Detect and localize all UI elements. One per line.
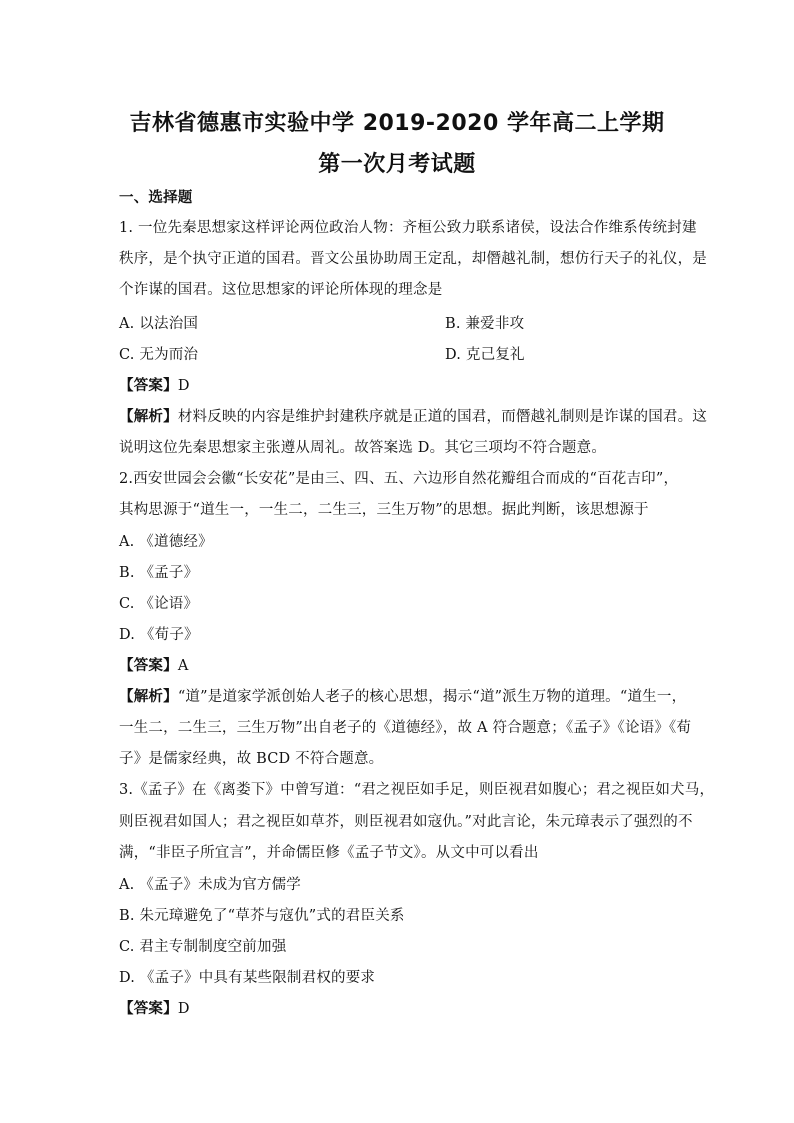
q1-analysis-line2: 说明这位先秦思想家主张遵从周礼。故答案选 D。其它三项均不符合题意。 [119, 440, 607, 456]
q1-option-b: B. 兼爱非攻 [445, 316, 525, 332]
q2-option-c: C. 《论语》 [119, 596, 199, 612]
doc-title-line2: 第一次月考试题 [318, 152, 476, 177]
answer-value: D [177, 1001, 190, 1017]
q1-option-c: C. 无为而治 [119, 347, 199, 363]
analysis-tag: 【解析】 [119, 689, 178, 705]
q2-option-b: B. 《孟子》 [119, 565, 199, 581]
q3-answer [119, 997, 190, 1018]
q2-answer [119, 654, 188, 675]
q2-analysis-line1 [119, 685, 687, 706]
q3-option-c: C. 君主专制制度空前加强 [119, 939, 287, 955]
analysis-text: 材料反映的内容是维护封建秩序就是正道的国君，而僭越礼制则是诈谋的国君。这 [177, 409, 708, 425]
answer-value: A [177, 658, 189, 674]
q1-stem-line3: 个诈谋的国君。这位思想家的评论所体现的理念是 [119, 282, 443, 298]
answer-tag: 【答案】 [119, 1001, 178, 1017]
q1-option-d: D. 克己复礼 [445, 347, 525, 363]
doc-title-line1: 吉林省德惠市实验中学 2019-2020 学年高二上学期 [129, 111, 665, 136]
q3-stem-line2: 则臣视君如国人；君之视臣如草芥，则臣视君如寇仇。”对此言论，朱元璋表示了强烈的不 [119, 814, 693, 830]
q3-stem-line1: 3.《孟子》在《离娄下》中曾写道：“君之视臣如手足，则臣视君如腹心；君之视臣如犬马， [119, 782, 715, 798]
answer-tag: 【答案】 [119, 378, 178, 394]
section-title: 一、选择题 [119, 190, 193, 206]
q3-option-d: D. 《孟子》中具有某些限制君权的要求 [119, 970, 376, 986]
q1-option-a: A. 以法治国 [119, 316, 199, 332]
q2-analysis-line3: 子》是儒家经典，故 BCD 不符合题意。 [119, 751, 384, 767]
q3-stem-line3: 满，“非臣子所宜言”，并命儒臣修《孟子节文》。从文中可以看出 [119, 845, 539, 861]
q2-option-a: A. 《道德经》 [119, 534, 213, 550]
q2-option-d: D. 《荀子》 [119, 627, 199, 643]
q1-stem-line2: 秩序，是个执守正道的国君。晋文公虽协助周王定乱，却僭越礼制，想仿行天子的礼仪，是 [119, 251, 707, 267]
q1-analysis-line1 [119, 405, 708, 426]
answer-value: D [177, 378, 190, 394]
q2-stem-line2: 其构思源于“道生一，一生二，二生三，三生万物”的思想。据此判断，该思想源于 [119, 502, 649, 518]
q3-option-a: A. 《孟子》未成为官方儒学 [119, 877, 301, 893]
analysis-text: “道”是道家学派创始人老子的核心思想，揭示“道”派生万物的道理。“道生一， [177, 689, 687, 705]
q2-analysis-line2: 一生二，二生三，三生万物”出自老子的《道德经》，故 A 符合题意；《孟子》《论语》《荀 [119, 720, 692, 736]
analysis-tag: 【解析】 [119, 409, 178, 425]
q1-answer [119, 374, 190, 395]
q3-option-b: B. 朱元璋避免了“草芥与寇仇”式的君臣关系 [119, 908, 405, 924]
q1-stem-line1: 1. 一位先秦思想家这样评论两位政治人物：齐桓公致力联系诸侯，设法合作维系传统封建 [119, 220, 697, 236]
q2-stem-line1: 2.西安世园会会徽“长安花”是由三、四、五、六边形自然花瓣组合而成的“百花吉印”， [119, 471, 679, 487]
answer-tag: 【答案】 [119, 658, 178, 674]
